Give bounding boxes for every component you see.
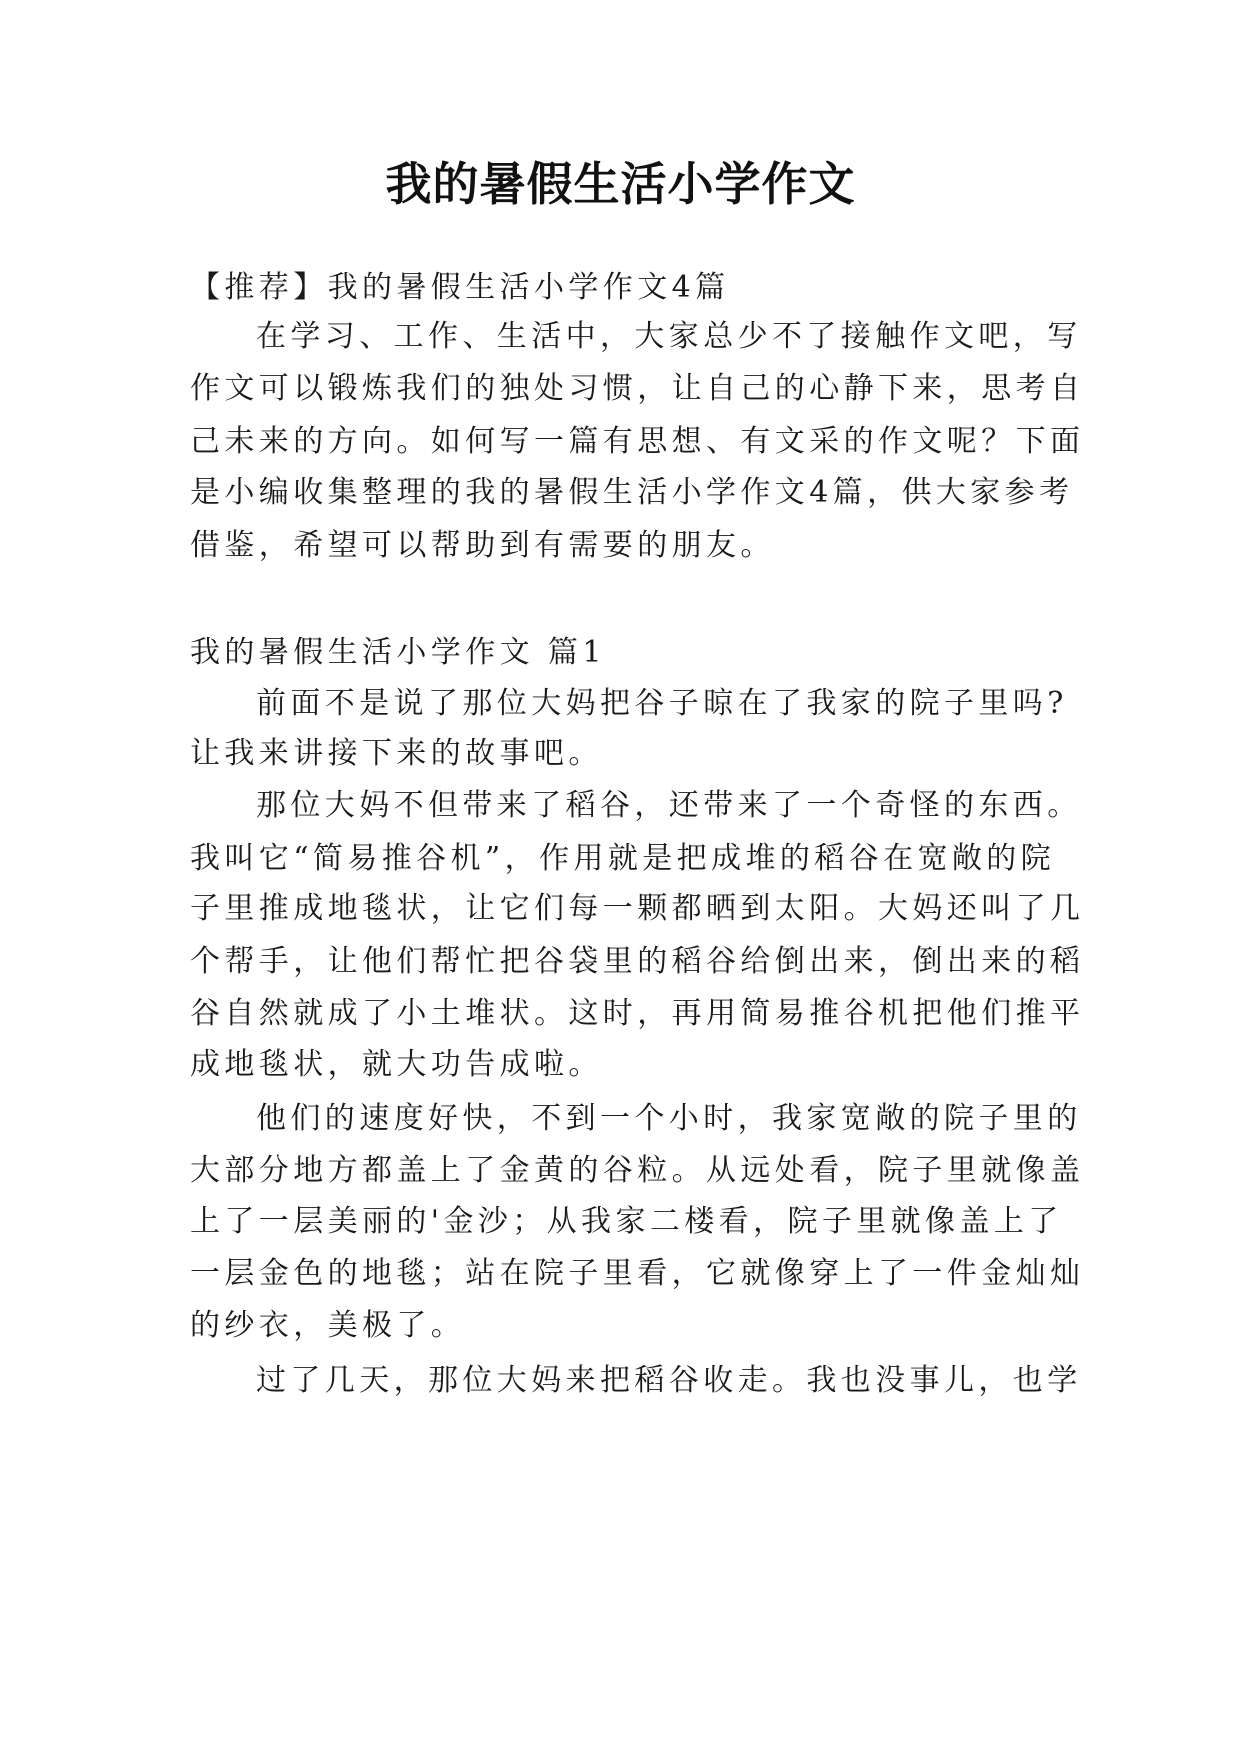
body-line: 前面不是说了那位大妈把谷子晾在了我家的院子里吗? (256, 686, 1068, 721)
body-line: 他们的速度好快，不到一个小时，我家宽敞的院子里的 (256, 1101, 1082, 1136)
body-line: 大部分地方都盖上了金黄的谷粒。从远处看，院子里就像盖 (190, 1153, 1085, 1188)
recommend-line: 【推荐】我的暑假生活小学作文4篇 (190, 270, 730, 305)
body-line: 那位大妈不但带来了稻谷，还带来了一个奇怪的东西。 (256, 788, 1082, 823)
body-line: 子里推成地毯状，让它们每一颗都晒到太阳。大妈还叫了几 (190, 891, 1085, 926)
body-line: 个帮手，让他们帮忙把谷袋里的稻谷给倒出来，倒出来的稻 (190, 944, 1085, 979)
body-line: 上了一层美丽的'金沙；从我家二楼看，院子里就像盖上了 (190, 1204, 1063, 1239)
intro-line: 作文可以锻炼我们的独处习惯，让自己的心静下来，思考自 (190, 371, 1085, 406)
section-heading: 我的暑假生活小学作文 篇1 (190, 635, 606, 670)
intro-line: 在学习、工作、生活中，大家总少不了接触作文吧，写 (256, 319, 1082, 354)
body-line: 一层金色的地毯；站在院子里看，它就像穿上了一件金灿灿 (190, 1256, 1085, 1291)
body-line: 过了几天，那位大妈来把稻谷收走。我也没事儿，也学 (256, 1363, 1082, 1398)
document-title: 我的暑假生活小学作文 (385, 157, 856, 211)
intro-line: 己未来的方向。如何写一篇有思想、有文采的作文呢？下面 (190, 424, 1085, 459)
body-line: 我叫它“简易推谷机”，作用就是把成堆的稻谷在宽敞的院 (190, 841, 1056, 876)
body-line: 成地毯状，就大功告成啦。 (190, 1047, 603, 1082)
body-line: 让我来讲接下来的故事吧。 (190, 736, 603, 771)
body-line: 谷自然就成了小土堆状。这时，再用简易推谷机把他们推平 (190, 996, 1085, 1031)
body-line: 的纱衣，美极了。 (190, 1308, 466, 1343)
intro-line: 是小编收集整理的我的暑假生活小学作文4篇，供大家参考 (190, 475, 1074, 510)
intro-line: 借鉴，希望可以帮助到有需要的朋友。 (190, 528, 775, 563)
